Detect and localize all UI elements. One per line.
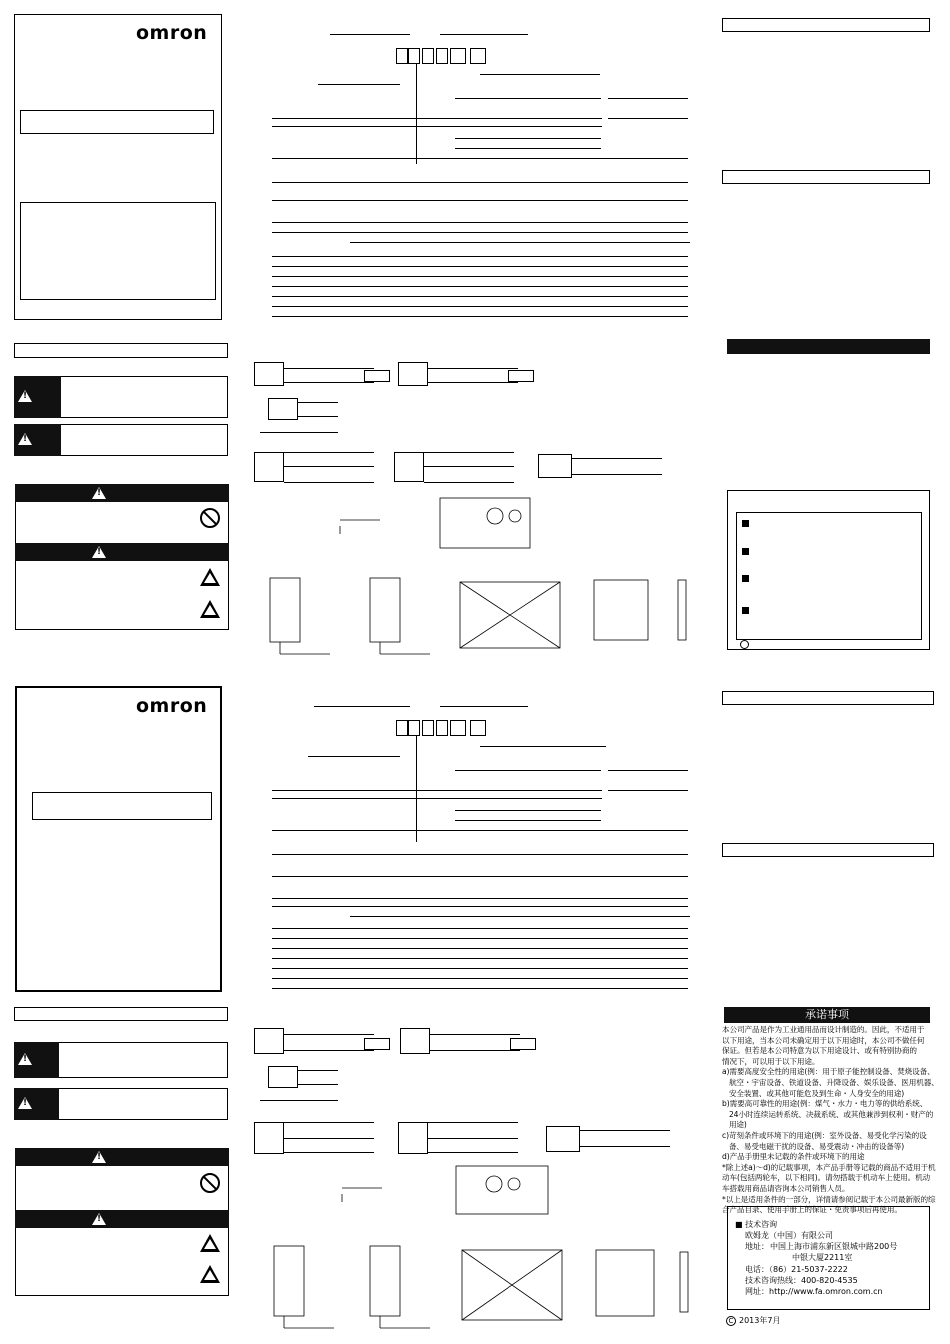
circuit-block — [400, 1028, 430, 1054]
wire — [284, 1152, 374, 1153]
acceptance-line: 合产品目录、使用手册上的保证・免责事项后再使用。 — [722, 1205, 902, 1215]
wire — [424, 466, 514, 467]
circuit-block — [538, 454, 572, 478]
acceptance-line: 备、易受电磁干扰的设备、易受震动・冲击的设备等) — [722, 1141, 905, 1151]
safety-header-top — [14, 343, 228, 358]
right-inner-box-top — [736, 512, 922, 640]
table-line — [455, 770, 601, 771]
circuit-block — [398, 1122, 428, 1154]
table-line — [272, 938, 688, 939]
right-header-dark-top — [727, 339, 930, 354]
table-line — [272, 286, 688, 287]
model-code-box — [422, 48, 434, 64]
contact-company: 欧姆龙（中国）有限公司 — [745, 1231, 833, 1240]
table-line — [608, 770, 688, 771]
leader-line — [480, 746, 606, 747]
acceptance-line: 用途) — [722, 1120, 747, 1130]
wire — [284, 382, 374, 383]
wire — [284, 482, 374, 483]
contact-hotline: 技术咨询热线：400-820-4535 — [745, 1276, 858, 1285]
explosion-hazard-icon — [200, 1265, 220, 1283]
circuit-block — [398, 362, 428, 386]
wire — [428, 1152, 518, 1153]
table-line — [272, 306, 688, 307]
acceptance-line: 车搭载用商品请咨询本公司销售人员。 — [722, 1183, 850, 1193]
warning-bar-2-top — [15, 543, 229, 561]
cover-title-box-bottom — [32, 792, 212, 820]
acceptance-line: 本公司产品是作为工业通用品而设计制造的。因此，不适用于 — [722, 1025, 925, 1034]
table-line — [272, 988, 688, 989]
acceptance-line: 安全装置、或其他可能危及到生命・人身安全的用途) — [722, 1088, 905, 1098]
explosion-hazard-icon — [200, 600, 220, 618]
circuit-block — [254, 1122, 284, 1154]
bullet-square — [742, 520, 749, 527]
prohibition-icon — [200, 1173, 220, 1193]
cover-frame-bottom — [15, 686, 222, 992]
acceptance-text-block — [722, 1025, 939, 1216]
wire — [284, 452, 374, 453]
table-line — [272, 830, 688, 831]
leader-line — [308, 756, 400, 757]
copyright-icon: C — [726, 1316, 736, 1326]
acceptance-line: d)产品手册里未记载的条件或环境下的用途 — [722, 1152, 865, 1162]
warning-triangle-icon — [92, 1213, 106, 1225]
table-line — [608, 98, 688, 99]
warning-triangle-icon — [92, 546, 106, 558]
circuit-block — [394, 452, 424, 482]
table-line — [455, 820, 601, 821]
leader-line — [440, 706, 528, 707]
model-code-box — [450, 720, 466, 736]
omron-logo-top: omron — [136, 22, 208, 44]
circuit-block — [268, 1066, 298, 1088]
wire — [284, 1034, 374, 1035]
wire — [428, 1138, 518, 1139]
table-line — [455, 810, 601, 811]
leader-line — [318, 84, 400, 85]
leader-line — [440, 34, 528, 35]
table-line — [272, 968, 688, 969]
wire — [424, 452, 514, 453]
wire — [572, 458, 662, 459]
wire — [428, 382, 518, 383]
table-line — [272, 316, 688, 317]
table-line — [272, 158, 688, 159]
wire — [580, 1130, 670, 1131]
warning-triangle-icon — [18, 1053, 32, 1065]
warning-triangle-icon — [18, 433, 32, 445]
acceptance-title: 承诺事项 — [805, 1008, 849, 1021]
right-header-1-top — [722, 18, 930, 32]
wire — [428, 368, 518, 369]
acceptance-line: *以上是适用条件的一部分，详情请参阅记载于本公司最新版的综 — [722, 1194, 936, 1204]
right-header-2-top — [722, 170, 930, 184]
bullet-square — [742, 607, 749, 614]
circuit-block — [364, 1038, 390, 1050]
bullet-square — [742, 548, 749, 555]
table-line — [350, 242, 690, 243]
table-line — [272, 126, 602, 127]
warning-triangle-icon — [92, 487, 106, 499]
wire — [572, 474, 662, 475]
acceptance-line: 航空・宇宙设备、铁道设备、升降设备、娱乐设备、医用机器、 — [722, 1077, 939, 1087]
wire — [284, 368, 374, 369]
wire — [430, 1034, 520, 1035]
wire — [284, 466, 374, 467]
model-code-box — [470, 48, 486, 64]
model-code-box — [470, 720, 486, 736]
right-header-1-bottom — [722, 691, 934, 705]
acceptance-line: 动车(包括两轮车，以下相同)。请勿搭载于机动车上使用。机动 — [722, 1173, 931, 1183]
acceptance-line: c)苛刻条件或环境下的用途(例：室外设备、易受化学污染的设 — [722, 1130, 927, 1140]
table-line — [272, 232, 688, 233]
table-line — [272, 200, 688, 201]
model-code-box — [408, 720, 420, 736]
circuit-block — [254, 452, 284, 482]
circuit-block — [254, 1028, 284, 1054]
table-line — [608, 118, 688, 119]
leader-line — [330, 34, 410, 35]
circuit-block — [268, 398, 298, 420]
leader-line — [480, 74, 600, 75]
table-line — [272, 790, 602, 791]
acceptance-line: a)需要高度安全性的用途(例：用于原子能控制设备、焚烧设备、 — [722, 1067, 935, 1077]
contact-website: 网址：http://www.fa.omron.com.cn — [745, 1287, 883, 1296]
table-line — [272, 978, 688, 979]
table-line — [272, 898, 688, 899]
contact-address-label: 地址： — [745, 1242, 769, 1251]
table-line — [272, 222, 688, 223]
wire — [428, 1122, 518, 1123]
warning-triangle-icon — [18, 390, 32, 402]
prohibition-icon — [200, 508, 220, 528]
table-line — [272, 906, 688, 907]
table-line — [350, 916, 690, 917]
acceptance-line: 24小时连续运转系统、决裁系统、或其他兼涉到权利・财产的 — [722, 1109, 934, 1119]
leader-line — [416, 736, 417, 842]
wire — [284, 1138, 374, 1139]
warning-triangle-icon — [18, 1097, 32, 1109]
table-line — [272, 958, 688, 959]
wire — [298, 402, 338, 403]
fire-hazard-icon — [200, 1234, 220, 1252]
acceptance-line: 保证。但若是本公司特意为以下用途设计、或有特别协商的 — [722, 1046, 917, 1056]
model-code-box — [396, 48, 408, 64]
acceptance-line: *除上述a)～d)的记载事项，本产品手册等记载的商品不适用于机 — [722, 1162, 936, 1172]
table-line — [455, 98, 601, 99]
acceptance-line: b)需要高可靠性的用途(例：煤气・水力・电力等的供给系统、 — [722, 1099, 928, 1109]
table-line — [272, 876, 688, 877]
circuit-block — [546, 1126, 580, 1152]
cover-notice-box-top — [20, 202, 216, 300]
acceptance-line: 情况下，可以用于以下用途。 — [722, 1056, 820, 1066]
table-line — [272, 256, 688, 257]
copyright-mark-top — [740, 640, 749, 649]
wire — [298, 416, 338, 417]
model-code-box — [436, 720, 448, 736]
contact-address-1: 中国上海市浦东新区银城中路200号 — [770, 1242, 898, 1251]
table-line — [272, 798, 602, 799]
wire — [260, 432, 338, 433]
cover-title-box-top — [20, 110, 214, 134]
contact-heading: ■ 技术咨询 — [735, 1220, 778, 1229]
circuit-block — [508, 370, 534, 382]
model-code-box — [396, 720, 408, 736]
wire — [260, 1100, 338, 1101]
model-code-box — [436, 48, 448, 64]
dimension-drawing-top — [250, 494, 700, 664]
circuit-block — [364, 370, 390, 382]
omron-logo-bottom: omron — [136, 695, 208, 717]
warning-bar-1-top — [15, 484, 229, 502]
table-line — [272, 118, 602, 119]
table-line — [608, 790, 688, 791]
contact-address-2: 中银大厦2211室 — [792, 1253, 853, 1262]
safety-header-bottom — [14, 1007, 228, 1021]
model-code-box — [450, 48, 466, 64]
model-code-box — [422, 720, 434, 736]
wire — [298, 1084, 338, 1085]
wire — [580, 1146, 670, 1147]
leader-line — [416, 64, 417, 164]
wire — [424, 482, 514, 483]
leader-line — [314, 706, 410, 707]
wire — [284, 1050, 374, 1051]
table-line — [272, 948, 688, 949]
warning-bar-2-bottom — [15, 1210, 229, 1228]
copyright-date: 2013年7月 — [739, 1316, 781, 1325]
table-line — [272, 266, 688, 267]
circuit-block — [510, 1038, 536, 1050]
table-line — [272, 276, 688, 277]
table-line — [272, 928, 688, 929]
warning-triangle-icon — [92, 1151, 106, 1163]
model-code-box — [408, 48, 420, 64]
bullet-square — [742, 575, 749, 582]
acceptance-line: 以下用途，当本公司未确定用于以下用途时，本公司不做任何 — [722, 1035, 925, 1045]
table-line — [272, 296, 688, 297]
dimension-drawing-bottom — [250, 1160, 700, 1332]
wire — [430, 1050, 520, 1051]
circuit-block — [254, 362, 284, 386]
table-line — [272, 182, 688, 183]
right-header-2-bottom — [722, 843, 934, 857]
contact-phone: 电话：（86）21-5037-2222 — [745, 1265, 848, 1274]
warning-bar-1-bottom — [15, 1148, 229, 1166]
table-line — [455, 148, 601, 149]
table-line — [272, 854, 688, 855]
wire — [284, 1122, 374, 1123]
fire-hazard-icon — [200, 568, 220, 586]
wire — [298, 1070, 338, 1071]
table-line — [455, 138, 601, 139]
